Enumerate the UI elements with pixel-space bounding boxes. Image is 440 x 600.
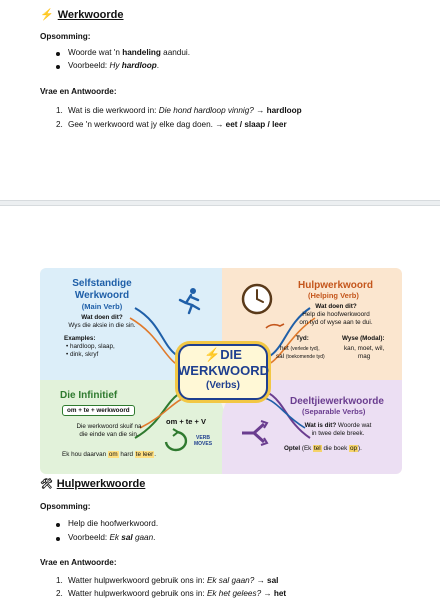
qa-item: Wat is die werkwoord in: Die hond hardloop vinnig? → hardloop xyxy=(68,106,302,115)
opsomming-label: Opsomming: xyxy=(40,502,91,511)
infinitive-formula: om + te + werkwoord xyxy=(62,405,135,416)
bullet-item: Voorbeeld: Hy hardloop. xyxy=(68,61,160,70)
helping-verb-title: Hulpwerkwoord xyxy=(298,280,374,291)
separable-verb-sub: (Separable Verbs) xyxy=(302,407,366,416)
document-page-1 xyxy=(0,0,440,200)
main-verb-title-1: Selfstandige xyxy=(72,278,132,289)
separable-verb-example: Optel (Ek tel die boek op). xyxy=(284,445,362,452)
bullet-item: Voorbeeld: Ek sal gaan. xyxy=(68,533,156,542)
bullet-marker xyxy=(56,52,60,56)
infinitive-formula-short: om + te + V xyxy=(166,417,207,426)
separable-verb-a: in twee dele breek. xyxy=(311,430,365,437)
tyd-het: het (verlede tyd), xyxy=(280,345,320,352)
qa-number: 2. xyxy=(56,589,63,598)
bullet-item: Help die hoofwerkwoord. xyxy=(68,519,159,528)
lightning-icon: ⚡ xyxy=(204,347,221,362)
main-verb-sub: (Main Verb) xyxy=(81,302,123,311)
bullet-marker xyxy=(56,65,60,69)
bullet-item: Woorde wat 'n handeling aandui. xyxy=(68,48,191,57)
helping-verb-a2: om tyd of wyse aan te dui. xyxy=(299,319,373,326)
qa-item: Watter hulpwerkwoord gebruik ons in: Ek het gelees? → het xyxy=(68,589,287,598)
section-heading-werkwoorde xyxy=(40,8,124,21)
helping-hand-icon xyxy=(264,318,286,332)
qa-number: 1. xyxy=(56,576,63,585)
qa-label: Vrae en Antwoorde: xyxy=(40,87,117,96)
wyse-label: Wyse (Modal): xyxy=(342,335,385,342)
main-verb-a: Wys die aksie in die sin. xyxy=(68,322,136,329)
circular-arrow-icon xyxy=(160,428,194,456)
qa-number: 2. xyxy=(56,120,63,129)
werkwoord-infographic xyxy=(40,268,402,474)
infinitive-desc-2: die einde van die sin. xyxy=(79,431,139,438)
center-title-line2: WERKWOORD xyxy=(178,363,269,378)
document-page-2 xyxy=(0,206,440,600)
center-title-line1: ⚡DIE xyxy=(204,347,242,362)
wyse-values-2: mag xyxy=(358,353,371,360)
heading-text: Werkwoorde xyxy=(57,8,124,21)
infinitive-title: Die Infinitief xyxy=(60,390,118,401)
verb-moves-line2: MOVES xyxy=(193,441,213,447)
bullet-marker xyxy=(56,537,60,541)
center-title-line3: (Verbs) xyxy=(206,380,240,391)
main-verb-example-1: • hardloop, slaap, xyxy=(66,343,115,350)
qa-label: Vrae en Antwoorde: xyxy=(40,558,117,567)
helping-verb-sub: (Helping Verb) xyxy=(308,291,359,300)
running-person-icon xyxy=(174,286,204,316)
qa-number: 1. xyxy=(56,106,63,115)
helping-verb-a1: Help die hoofwerkwoord xyxy=(302,311,370,318)
verb-moves-line1: VERB xyxy=(196,435,210,441)
tyd-sal: sal (toekomende tyd) xyxy=(276,353,325,360)
main-verb-examples-label: Examples: xyxy=(64,335,96,342)
main-verb-q: Wat doen dit? xyxy=(81,314,123,321)
qa-item: Watter hulpwerkwoord gebruik ons in: Ek sal gaan? → sal xyxy=(68,576,279,585)
split-arrows-icon xyxy=(240,418,274,448)
main-verb-title-2: Werkwoord xyxy=(74,290,130,301)
main-verb-example-2: • dink, skryf xyxy=(66,351,99,358)
infinitive-example: Ek hou daarvan om hard te leer. xyxy=(62,451,156,458)
infinitive-desc-1: Die werkwoord skuif na xyxy=(76,423,142,430)
tools-icon: 🛠 xyxy=(40,478,53,490)
bullet-marker xyxy=(56,523,60,527)
wyse-values-1: kan, moet, wil, xyxy=(344,345,385,352)
clock-icon xyxy=(240,282,274,316)
helping-verb-q: Wat doen dit? xyxy=(315,303,357,310)
tyd-label: Tyd: xyxy=(296,335,309,342)
heading-text: Hulpwerkwoorde xyxy=(56,478,146,490)
separable-verb-q: Wat is dit? Woorde wat xyxy=(304,422,372,429)
lightning-icon: ⚡ xyxy=(40,9,54,21)
separable-verb-title: Deeltjiewerkwoorde xyxy=(290,396,384,407)
section-heading-hulpwerkwoorde xyxy=(40,478,145,490)
opsomming-label: Opsomming: xyxy=(40,32,91,41)
qa-item: Gee 'n werkwoord wat jy elke dag doen. → eet / slaap / leer xyxy=(68,120,287,129)
